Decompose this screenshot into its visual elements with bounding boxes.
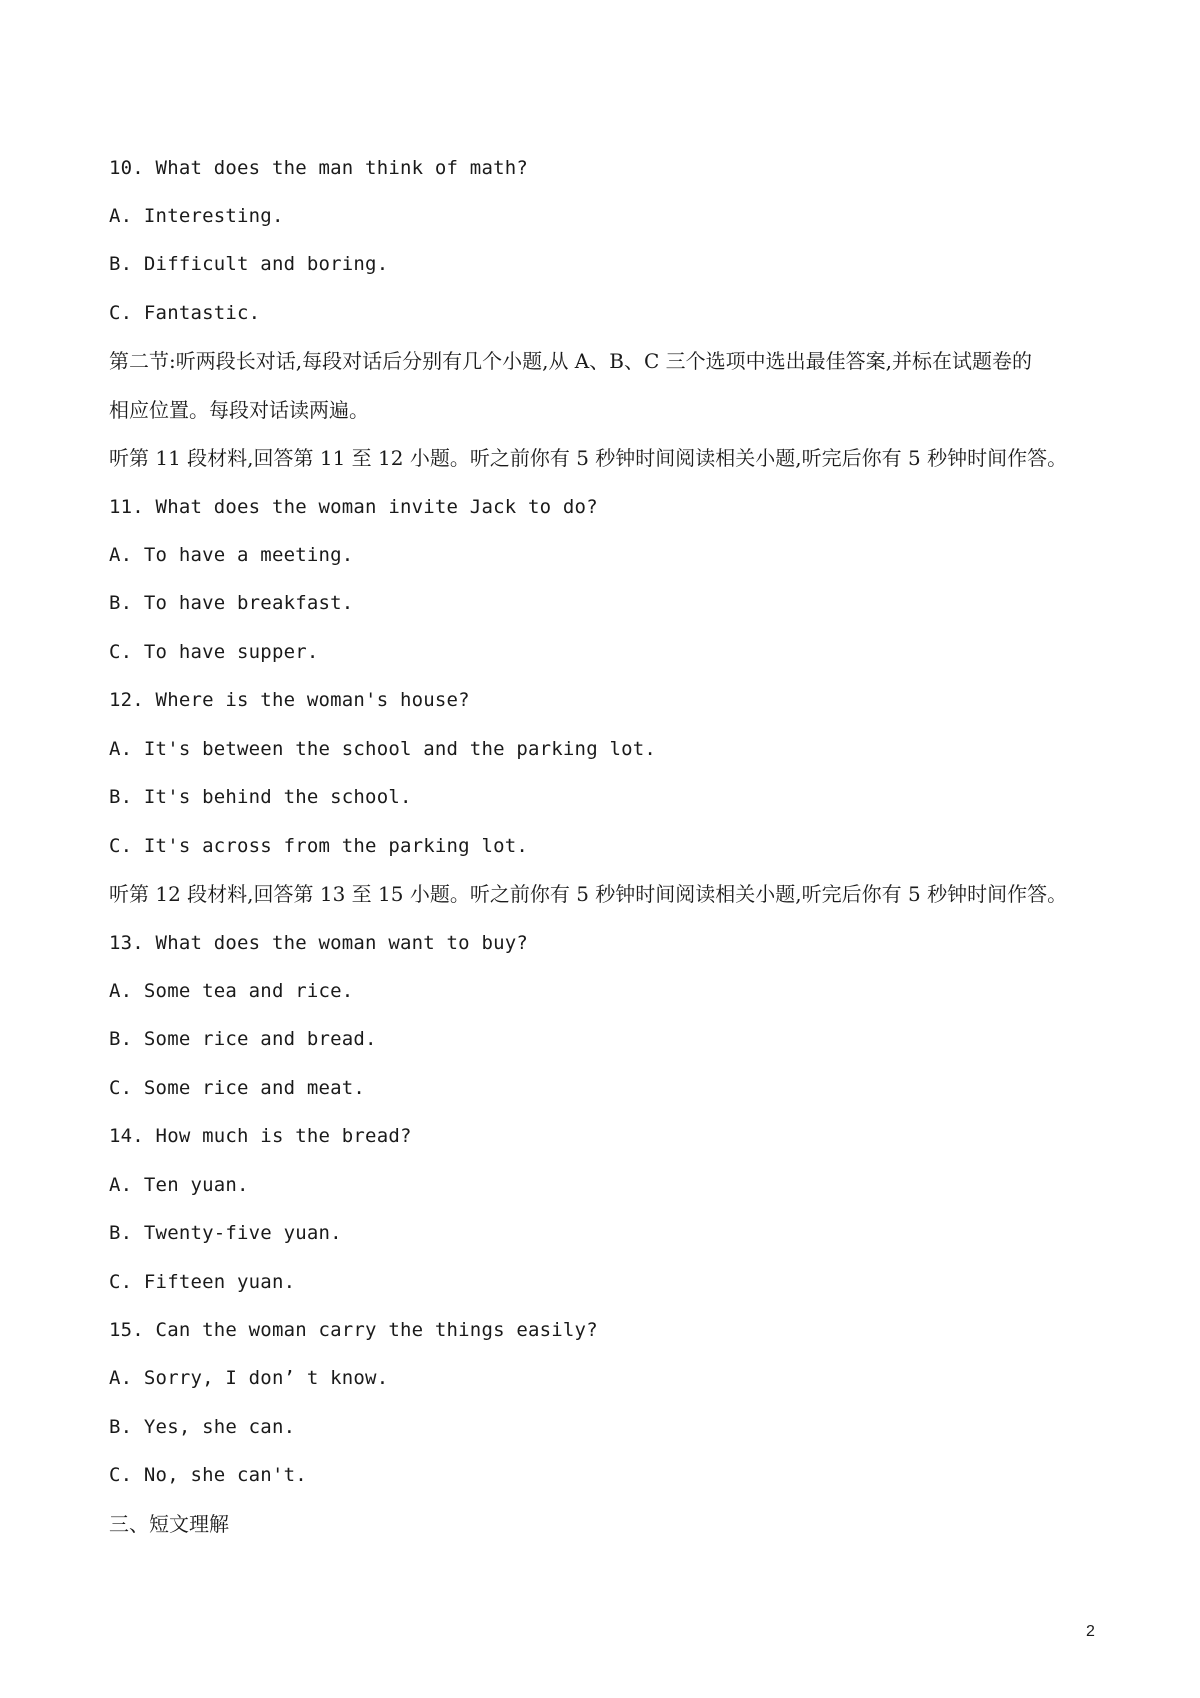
q11-option-a: A. To have a meeting. [109, 544, 354, 566]
question-13: 13. What does the woman want to buy? [109, 932, 529, 954]
q14-option-a: A. Ten yuan. [109, 1174, 249, 1196]
q11-option-b: B. To have breakfast. [109, 592, 354, 614]
question-10: 10. What does the man think of math? [109, 157, 529, 179]
question-14: 14. How much is the bread? [109, 1125, 412, 1147]
page-number: 2 [1086, 1623, 1095, 1640]
q11-option-c: C. To have supper. [109, 641, 319, 663]
q14-option-b: B. Twenty-five yuan. [109, 1222, 342, 1244]
q14-option-c: C. Fifteen yuan. [109, 1271, 296, 1293]
section-2-instructions: 第二节:听两段长对话,每段对话后分别有几个小题,从 A、B、C 三个选项中选出最佳答案,并标在试题卷的 [109, 349, 1032, 373]
question-15: 15. Can the woman carry the things easily? [109, 1319, 598, 1341]
q10-option-a: A. Interesting. [109, 205, 284, 227]
q13-option-c: C. Some rice and meat. [109, 1077, 366, 1099]
q12-option-b: B. It's behind the school. [109, 786, 412, 808]
q10-option-c: C. Fantastic. [109, 302, 261, 324]
question-12: 12. Where is the woman's house? [109, 689, 470, 711]
q15-option-a: A. Sorry, I don’ t know. [109, 1367, 389, 1389]
q13-option-b: B. Some rice and bread. [109, 1028, 377, 1050]
q15-option-b: B. Yes, she can. [109, 1416, 296, 1438]
question-11: 11. What does the woman invite Jack to do? [109, 496, 598, 518]
q13-option-a: A. Some tea and rice. [109, 980, 354, 1002]
material-11-instructions: 听第 11 段材料,回答第 11 至 12 小题。听之前你有 5 秒钟时间阅读相关小题,听完后你有 5 秒钟时间作答。 [109, 446, 1068, 470]
q10-option-b: B. Difficult and boring. [109, 253, 389, 275]
material-12-instructions: 听第 12 段材料,回答第 13 至 15 小题。听之前你有 5 秒钟时间阅读相关小题,听完后你有 5 秒钟时间作答。 [109, 882, 1068, 906]
q15-option-c: C. No, she can't. [109, 1464, 307, 1486]
section-2-instructions-cont: 相应位置。每段对话读两遍。 [109, 398, 369, 422]
q12-option-a: A. It's between the school and the parking lot. [109, 738, 657, 760]
section-3-heading: 三、短文理解 [109, 1512, 229, 1536]
q12-option-c: C. It's across from the parking lot. [109, 835, 529, 857]
